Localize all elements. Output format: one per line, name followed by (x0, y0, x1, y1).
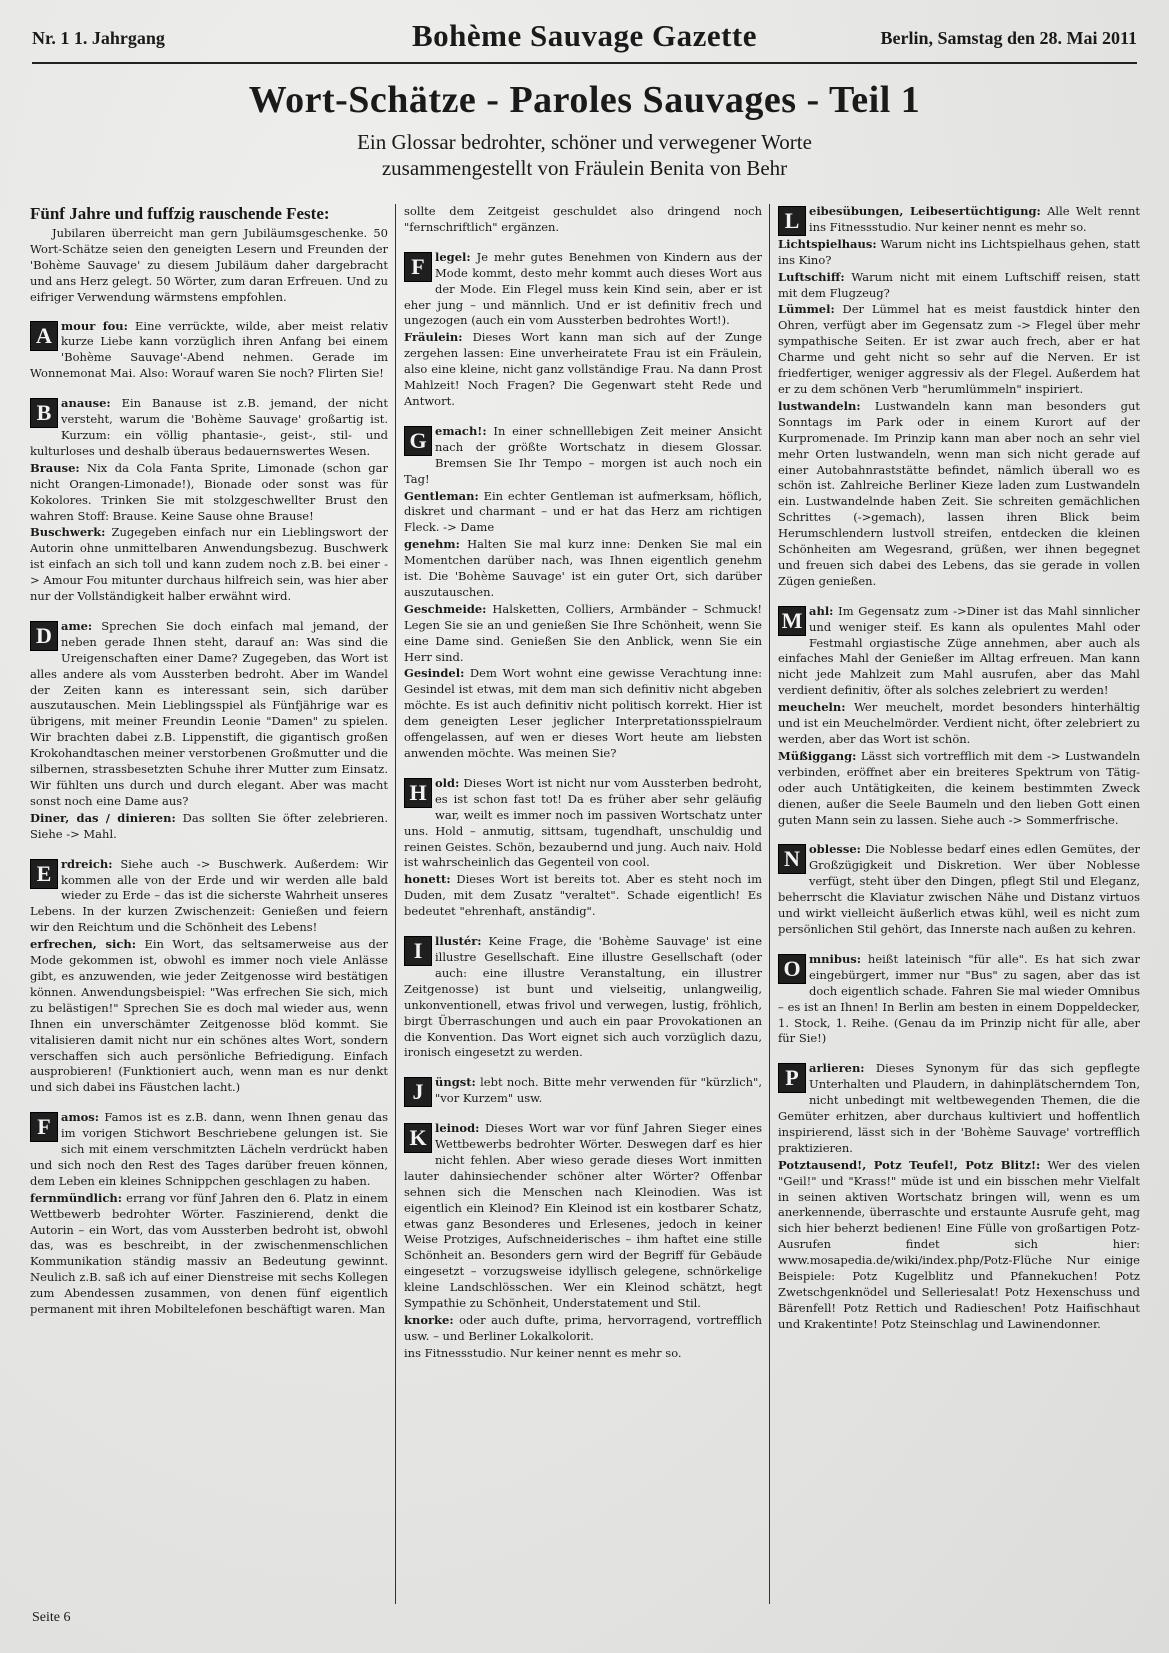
entry-luftschiff: Luftschiff: Warum nicht mit einem Luftschiff reisen, statt mit dem Flugzeug? (778, 269, 1140, 300)
entry-potztausend: Potztausend!, Potz Teufel!, Potz Blitz!: Wer des vielen "Geil!" und "Krass!" müde ist und ein bisschen mehr Vielfalt in seinen aktiven Wortschatz bringen will, wenn es um anerkennende, überraschte und erstaunte Ausrufe geht, mag sich hier beherzt bedienen! Eine Fülle von großartigen Potz-Ausrufen findet sich hier: www.mosapedia.de/wiki/index.php/Potz-Flüche Nur einige Beispiele: Potz Kugelblitz und Pfannekuchen! Potz Zwetschgenknödel und Selleriesalat! Potz Hexenschuss und Bärenfell! Potz Rettich und Radieschen! Potz Haifischhaut und Krakentinte! Potz Steinschlag und Lawinendonner. (778, 1157, 1140, 1331)
entry-amour-fou: A mour fou: Eine verrückte, wilde, aber meist relativ kurze Liebe kann vorzüglich ihren Anfang bei einem 'Bohème Sauvage'-Abend nehmen. Gerade im Wonnemonat Mai. Also: Worauf waren Sie noch? Flirten Sie! (30, 318, 388, 381)
entry-flegel: F legel: Je mehr gutes Benehmen von Kindern aus der Mode kommt, desto mehr kommt auch dieses Wort aus der Mode. Ein Flegel muss kein Kind sein, aber er ist eher jung – und männlich. Und er ist definitiv frech und ungezogen (auch ein vom Aussterben bedrohtes Wort!). (404, 249, 762, 328)
drop-cap: F (30, 1112, 58, 1142)
entry-knorke: knorke: oder auch dufte, prima, hervorragend, vortrefflich usw. – und Berliner Lokalkolorit. (404, 1313, 762, 1343)
entry-omnibus: O mnibus: heißt lateinisch "für alle". Es hat sich zwar eingebürgert, immer nur "Bus" zu sagen, aber das ist doch eigentlich schade. Fahren Sie mal wieder Omnibus – es ist an Ihnen! In Berlin am besten in einem Doppeldecker, 1. Stock, 1. Reihe. (Genau da im Prinzip nicht für alle, aber für Sie!) (778, 951, 1140, 1046)
entry-famos: F amos: Famos ist es z.B. dann, wenn Ihnen genau das im vorigen Stichwort Beschriebene gelungen ist. Sie sich mit einem verschmitzten Lächeln verdrückt haben und sich noch den Rest des Tages darüber freuen können, dem Leben ein kleines Schnippchen geschlagen zu haben. (30, 1110, 388, 1188)
issue-number: Nr. 1 1. Jahrgang (32, 28, 165, 48)
drop-cap: N (778, 844, 806, 874)
article-byline: zusammengestellt von Fräulein Benita von Behr (381, 156, 788, 180)
drop-cap: O (778, 954, 806, 984)
column-3 (778, 204, 1140, 1609)
column-2 (404, 204, 762, 1609)
entry-muessiggang: Müßiggang: Lässt sich vortrefflich mit dem -> Lustwandeln verbinden, eröffnet aber ein breiteres Spektrum von Tätig- oder auch Untätigkeiten, die keinem bestimmten Zweck dienen, außer die Seele Baumeln und den lieben Gott einen guten Mann sein zu lassen. Siehe auch -> Sommerfrische. (778, 748, 1140, 827)
drop-cap: E (30, 859, 58, 889)
column-divider (769, 204, 770, 1604)
entry-luemmel: Lümmel: Der Lümmel hat es meist faustdick hinter den Ohren, verfügt aber im Gegensatz zum -> Flegel über mehr sympathische Seiten. Er ist zwar auch frech, aber er hat Charme und geht nicht so sehr auf die Nerven. Er ist friedfertiger, weniger aggressiv als der Flegel. Außerdem hat er zu dem schönen Verb "herumlümmeln" inspiriert. (778, 302, 1140, 396)
entry-leibesuebungen: L eibesübungen, Leibesertüchtigung: Alle Welt rennt ins Fitnessstudio. Nur keiner nennt es mehr so. (778, 204, 1140, 236)
entry-erfrechen: erfrechen, sich: Ein Wort, das seltsamerweise aus der Mode gekommen ist, obwohl es immer noch viele Anlässe gibt, es anzuwenden, wie jeder Zeitgenosse wird bestätigen können. Anwendungsbeispiel: "Was erfrechen Sie sich, mich zu belästigen!" Sprechen Sie es doch mal wieder aus, wenn Ihnen ein unverschämter Zeitgenosse blöd kommt. Sie vitalisieren damit nicht nur ein schönes altes Wort, sondern verschaffen sich auch persönliche Befriedigung. Einfach ausprobieren! (Funktioniert auch, wenn man es nur denkt und sich dabei ins Fäustchen lacht.) (30, 937, 388, 1095)
article-subtitle: Ein Glossar bedrohter, schöner und verwegener Worte (357, 130, 812, 154)
issue-date: Berlin, Samstag den 28. Mai 2011 (880, 28, 1137, 48)
entry-banause: B anause: Ein Banause ist z.B. jemand, der nicht versteht, warum die 'Bohème Sauvage' großartig ist. Kurzum: ein völlig phantasie-, geist-, stil- und kulturloses und deshalb überaus bedauernswertes Wesen. (30, 396, 388, 458)
entry-diner: Diner, das / dinieren: Das sollten Sie öfter zelebrieren. Siehe -> Mahl. (30, 810, 388, 841)
column-1 (30, 204, 388, 1594)
entry-fraeulein: Fräulein: Dieses Wort kann man sich auf der Zunge zergehen lassen: Eine unverheiratete Frau ist ein Fräulein, also eine kleine, nicht ganz vollständige Frau. Na dann Prost Mahlzeit! Noch Fragen? Die Gegenwart steht Rede und Antwort. (404, 330, 762, 408)
entry-genehm: genehm: Halten Sie mal kurz inne: Denken Sie mal ein Momentchen darüber nach, was Ihnen eigentlich genehm ist. Die 'Bohème Sauvage' ist ein guter Ort, sich darüber auszutauschen. (404, 537, 762, 599)
entry-lustwandeln: lustwandeln: Lustwandeln kann man besonders gut Sonntags im Park oder in einem Kurort auf der Kurpromenade. Im Prinzip kann man aber noch an sehr viel mehr Orten lustwandeln, wenn man sich nicht gerade auf einer Autobahnraststätte befindet, nämlich überall wo es schön ist. Zahlreiche Berliner Kieze laden zum Lustwandeln ein. Lustwandelnde haben Zeit. Sie schreiten gemächlichen Schrittes (->gemach), lassen ihren Blick beim Herumschlendern lustvoll streifen, entdecken die kleinen Schönheiten am Wegesrand, grüßen, wer ihnen begegnet und freuen sich dabei des Lebens, das sie gerade in vollen Zügen genießen. (778, 398, 1140, 588)
column-divider (395, 204, 396, 1604)
entry-geschmeide: Geschmeide: Halsketten, Colliers, Armbänder – Schmuck! Legen Sie sie an und genießen Sie Ihre Schönheit, wenn Sie eine Dame sind. Genießen Sie den Anblick, wenn Sie ein Herr sind. (404, 601, 762, 664)
drop-cap: I (404, 936, 432, 966)
entry-erdreich: E rdreich: Siehe auch -> Buschwerk. Außerdem: Wir kommen alle von der Erde und wir werden alle bald wieder zu Erde – das ist die sicherste Wahrheit unseres Lebens. In der kurzen Zwischenzeit: Genießen und feiern wir den Reichtum und die Schönheit des Lebens! (30, 856, 388, 935)
entry-gentleman: Gentleman: Ein echter Gentleman ist aufmerksam, höflich, diskret und charmant – und er hat das Herz am richtigen Fleck. -> Dame (404, 488, 762, 535)
entry-continuation: sollte dem Zeitgeist geschuldet also dringend noch "fernschriftlich" ergänzen. (404, 204, 762, 234)
masthead-rule (32, 62, 1137, 64)
entry-tail: ins Fitnessstudio. Nur keiner nennt es mehr so. (404, 1345, 682, 1360)
article-headline: Wort-Schätze - Paroles Sauvages - Teil 1 (248, 79, 921, 121)
newspaper-title: Bohème Sauvage Gazette (411, 18, 758, 53)
entry-buschwerk: Buschwerk: Zugegeben einfach nur ein Lieblingswort der Autorin ohne unmittelbaren Anwendungsbezug. Buschwerk ist einfach an sich toll und kann zudem noch z.B. bei einer -> Amour Fou mitunter durchaus hilfreich sein, was hier aber nur der Vollständigkeit halber erwähnt wird. (30, 525, 388, 604)
masthead (32, 18, 1137, 58)
entry-noblesse: N oblesse: Die Noblesse bedarf eines edlen Gemütes, der Großzügigkeit und Diskretion. Wer über Noblesse verfügt, steht über den Dingen, pflegt Stil und Eleganz, beherrscht die Klaviatur zwischen Nähe und Distanz virtuos und wirkt vielleicht äußerlich etwas kühl, weil es nicht zum persönlichen Stil gehört, das Innerste nach außen zu kehren. (778, 842, 1140, 936)
drop-cap: M (778, 606, 806, 636)
entry-gesindel: Gesindel: Dem Wort wohnt eine gewisse Verachtung inne: Gesindel ist etwas, mit dem man sich definitiv nicht abgeben möchte. Es ist auch definitiv nicht politisch korrekt. Hier ist dem geneigten Leser jeglicher Interpretationsspielraum offengelassen, auf wen er dieses Wort heute am liebsten anwenden möchte. Was meinen Sie? (404, 666, 762, 760)
drop-cap: L (778, 206, 806, 236)
drop-cap: J (404, 1077, 432, 1107)
entry-meucheln: meucheln: Wer meuchelt, mordet besonders hinterhältig und ist ein Meuchelmörder. Verdient nicht, öfter zelebriert zu werden, aber das Wort ist schön. (778, 700, 1140, 746)
intro-heading: Fünf Jahre und fuffzig rauschende Feste: (30, 204, 330, 223)
entry-honett: honett: Dieses Wort ist bereits tot. Aber es steht noch im Duden, mit dem Zusatz "veraltet". Schade eigentlich! Es bedeutet "ehrenhaft, anständig". (404, 872, 762, 919)
entry-illuster: I llustér: Keine Frage, die 'Bohème Sauvage' ist eine illustre Gesellschaft. Eine illustre Gesellschaft (oder auch: eine illustre Veranstaltung, ein illustrer Zeitgenosse) ist bunt und vielseitig, unlangweilig, unkonventionell, etwas frivol und verwegen, lustig, fröhlich, birgt Überraschungen und auch ein paar Provokationen an die Konvention. Das Wort eignet sich auch vorzüglich dazu, ironisch eingesetzt zu werden. (404, 934, 762, 1060)
drop-cap: K (404, 1123, 432, 1153)
entry-brause: Brause: Nix da Cola Fanta Sprite, Limonade (schon gar nicht Orangen-Limonade!), Bionade oder sonst was für Kokolores. Trinken Sie mit stolzgeschwellter Brust den wahren Stoff: Brause. Keine Sause ohne Brause! (30, 460, 388, 523)
entry-hold: H old: Dieses Wort ist nicht nur vom Aussterben bedroht, es ist schon fast tot! Da es früher aber sehr geläufig war, weilt es immer noch im passiven Wortschatz unter uns. Hold – anmutig, sittsam, tugendhaft, unschuldig und reinen Geistes. Schön, bezaubernd und jung. Auch naiv. Hold ist wahrscheinlich das Gegenteil von cool. (404, 775, 762, 870)
entry-kleinod: K leinod: Dieses Wort war vor fünf Jahren Sieger eines Wettbewerbs bedrohter Wörter. Deswegen darf es hier nicht fehlen. Aber wieso gerade dieses Wort inmitten lauter dahinsiechender schöner alter Wörter? Offenbar sehnen sich die Menschen nach Kleinodien. Was ist eigentlich ein Kleinod? Ein Kleinod ist ein kostbarer Schatz, etwas ganz Besonderes und Erlesenes, jedoch in keiner Weise Protziges, Aufschneiderisches – ihm haftet eine stille Schönheit an. Besonders gern wird der Begriff für Gebäude eingesetzt – vorzugsweise idyllisch gelegene, schnörkelige kleine Landschlösschen. Wer ein Kleinod schätzt, hegt Sympathie zu Schönheit, Understatement und Stil. (404, 1121, 762, 1311)
page-number: Seite 6 (32, 1610, 71, 1625)
drop-cap: H (404, 778, 432, 808)
entry-fernmuendlich: fernmündlich: errang vor fünf Jahren den 6. Platz in einem Wettbewerb bedrohter Wörter. Faszinierend, denkt die Autorin – ein Wort, das vom Aussterben bedroht ist, obwohl das, was es beschreibt, in der zwischenmenschlichen Kommunikation ständig massiv an Bedeutung gewinnt. Neulich z.B. saß ich auf einer Dienstreise mit sechs Kollegen zum Abendessen zusammen, von denen fünf eigentlich permanent mit ihren Mobiltelefonen beschäftigt waren. Man (30, 1190, 388, 1317)
drop-cap: D (30, 621, 58, 651)
drop-cap: P (778, 1063, 806, 1093)
entry-dame: D ame: Sprechen Sie doch einfach mal jemand, der neben gerade Ihnen steht, darauf an: Was sind die Ureigenschaften einer Dame? Zugegeben, das Wort ist alles andere als vom Aussterben bedroht. Aber im Wandel der Zeiten kann es interessant sein, sich darüber auszutauschen. Mein Lieblingsspiel als Fünfjährige war es übrigens, mit meiner Freundin Leonie "Damen" zu spielen. Wir brachten dabei z.B. Lippenstift, die gigantisch großen Krokohandtaschen meiner verstorbenen Großmutter und die silbernen, strassbesetzten Schuhe ihrer Mutter zum Einsatz. Wir fühlten uns durch und durch elegant. Aber was macht sonst noch eine Dame aus? (30, 618, 388, 808)
entry-juengst: J üngst: lebt noch. Bitte mehr verwenden für "kürzlich", "vor Kurzem" usw. (404, 1075, 762, 1107)
drop-cap: B (30, 398, 58, 428)
intro-text: Jubilaren überreicht man gern Jubiläumsgeschenke. 50 Wort-Schätze seien den geneigten Lesern und Freunden der 'Bohème Sauvage' zu diesem Jubiläum daher dargebracht und ans Herz gelegt. 50 Wörter, zum daran Erfreuen. Und zu eifriger Verwendung wärmstens empfohlen. (30, 226, 388, 304)
entry-gemach: G emach!: In einer schnelllebigen Zeit meiner Ansicht nach der größte Wortschatz in diesem Glossar. Bremsen Sie Ihr Tempo – morgen ist auch noch ein Tag! (404, 423, 762, 486)
drop-cap: A (30, 321, 58, 351)
entry-parlieren: P arlieren: Dieses Synonym für das sich gepflegte Unterhalten und Plaudern, in dahinplätscherndem Ton, nicht unbedingt mit weltbewegenden Themen, die die Gemüter erhitzen, aber durchaus kultiviert und hoffentlich inspirierend, lässt sich in der 'Bohème Sauvage' vortrefflich praktizieren. (778, 1061, 1140, 1155)
drop-cap: F (404, 252, 432, 282)
entry-lichtspielhaus: Lichtspielhaus: Warum nicht ins Lichtspielhaus gehen, statt ins Kino? (778, 236, 1140, 267)
entry-mahl: M ahl: Im Gegensatz zum ->Diner ist das Mahl sinnlicher und weniger steif. Es kann als opulentes Mahl oder Festmahl orgiastische Züge annehmen, aber auch als einfaches Mahl der Genießer im Alltag erfreuen. Man kann nicht jede Mahlzeit zum Mahl ausrufen, aber das Mahl verdient definitiv, öfter als solches zelebriert zu werden! (778, 603, 1140, 698)
drop-cap: G (404, 426, 432, 456)
